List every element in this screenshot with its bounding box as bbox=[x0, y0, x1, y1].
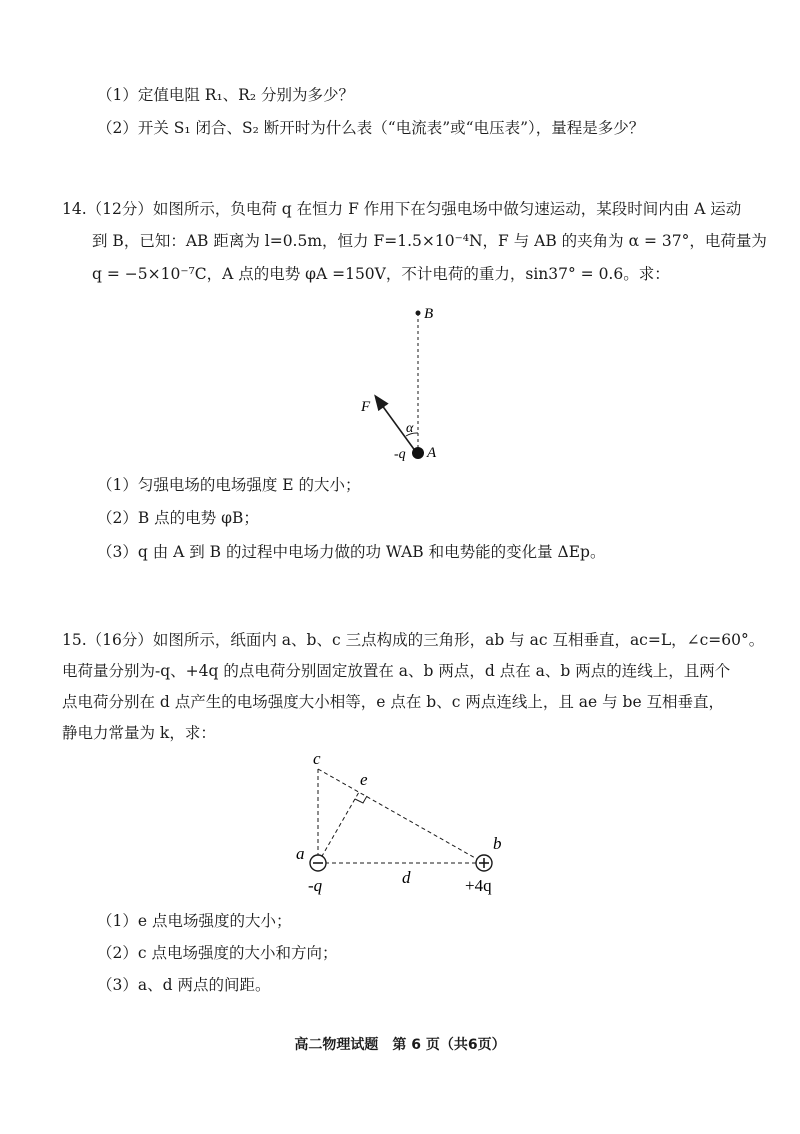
label-a: A bbox=[427, 445, 437, 461]
prev-question-sub1: （1）定值电阻 R₁、R₂ 分别为多少？ bbox=[97, 86, 354, 104]
side-cb bbox=[318, 769, 484, 863]
label-b: b bbox=[493, 834, 502, 853]
q15-sub1: （1）e 点电场强度的大小； bbox=[97, 912, 292, 930]
q15-text-line2: 电荷量分别为-q、+4q 的点电荷分别固定放置在 a、b 两点，d 点在 a、b 两点的连线上，且两个 bbox=[62, 662, 731, 680]
label-e: e bbox=[360, 770, 368, 789]
q14-text-line1: 14.（12分）如图所示，负电荷 q 在恒力 F 作用下在匀强电场中做匀速运动，某段时间内由 A 运动 bbox=[62, 200, 742, 218]
q14-sub3: （3）q 由 A 到 B 的过程中电场力做的功 WAB 和电势能的变化量 ΔEp。 bbox=[97, 543, 606, 561]
right-angle-mark bbox=[355, 796, 367, 803]
label-neg-q: -q bbox=[394, 447, 406, 462]
q15-text-line1: 15.（16分）如图所示，纸面内 a、b、c 三点构成的三角形，ab 与 ac 互相垂直，ac=L，∠c=60°。 bbox=[62, 631, 765, 649]
q15-sub3: （3）a、d 两点的间距。 bbox=[97, 976, 271, 994]
point-b-dot bbox=[416, 311, 421, 316]
q14-text-line2: 到 B，已知：AB 距离为 l=0.5m，恒力 F=1.5×10⁻⁴N，F 与 AB 的夹角为 α = 37°，电荷量为 bbox=[92, 232, 767, 250]
q15-text-line4: 静电力常量为 k，求： bbox=[62, 724, 216, 742]
label-alpha: α bbox=[406, 421, 414, 436]
q15-text-line3: 点电荷分别在 d 点产生的电场强度大小相等，e 点在 b、c 两点连线上，且 ae 与 be 互相垂直， bbox=[62, 693, 725, 711]
segment-ae bbox=[318, 792, 359, 863]
negative-charge-icon bbox=[310, 855, 326, 871]
label-c: c bbox=[313, 749, 321, 768]
label-a: a bbox=[296, 844, 305, 863]
q15-sub2: （2）c 点电场强度的大小和方向； bbox=[97, 944, 338, 962]
label-pos-4q: +4q bbox=[465, 876, 492, 895]
charge-a-dot bbox=[412, 447, 424, 459]
label-b: B bbox=[424, 306, 434, 322]
label-f: F bbox=[361, 399, 371, 415]
label-neg-q: -q bbox=[308, 876, 323, 895]
page-footer: 高二物理试题 第 6 页（共6页） bbox=[294, 1037, 506, 1053]
q14-figure bbox=[340, 295, 460, 470]
q14-sub2: （2）B 点的电势 φB； bbox=[97, 509, 259, 527]
label-d: d bbox=[402, 868, 411, 887]
q14-sub1: （1）匀强电场的电场强度 E 的大小； bbox=[97, 476, 361, 494]
prev-question-sub2: （2）开关 S₁ 闭合、S₂ 断开时为什么表（“电流表”或“电压表”），量程是多少？ bbox=[97, 119, 645, 137]
positive-charge-icon bbox=[476, 855, 492, 871]
q14-text-line3: q = −5×10⁻⁷C，A 点的电势 φA =150V，不计电荷的重力，sin37° = 0.6。求： bbox=[92, 265, 670, 283]
q15-figure bbox=[285, 745, 525, 900]
